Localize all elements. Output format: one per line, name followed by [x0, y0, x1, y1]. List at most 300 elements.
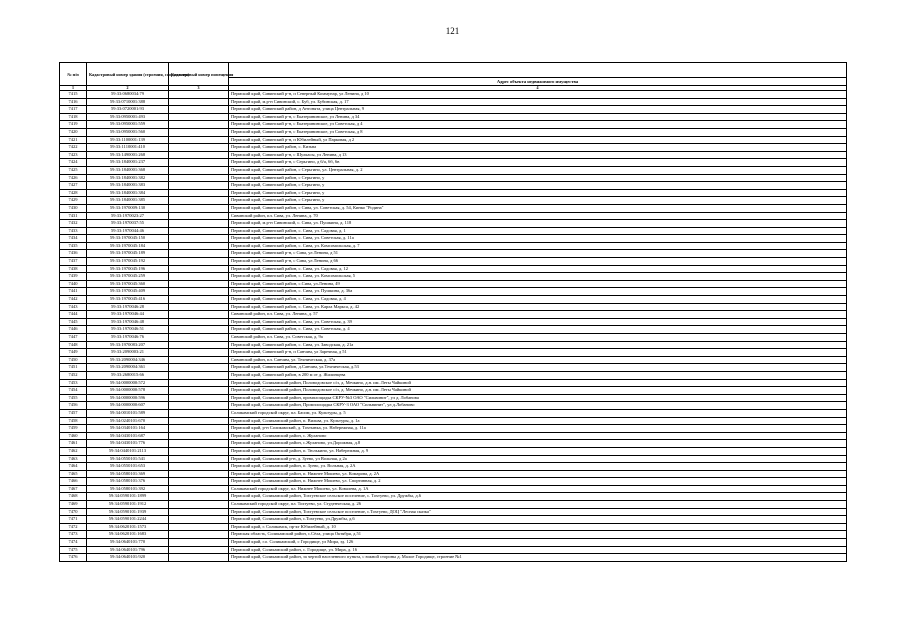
address-cell: Пермский край, Сивинский район, с. Сива, ул. Советская, д. 39: [229, 318, 847, 326]
row-number: 7450: [60, 356, 87, 364]
address-cell: Пермский край, Сивинский район, с Серьгино, у: [229, 174, 847, 182]
table-row: [60, 121, 847, 129]
row-number: 7467: [60, 485, 87, 493]
address-cell: Пермский край, р-н Соликамский, д. Тохтынка, ул. Набережная, д. 11а: [229, 425, 847, 433]
room-cadastral-number: [169, 463, 229, 471]
row-number: 7471: [60, 516, 87, 524]
cadastral-number: 59:33:1970045:360: [87, 280, 169, 288]
table-row: [60, 379, 847, 387]
row-number: 7476: [60, 554, 87, 562]
room-cadastral-number: [169, 349, 229, 357]
address-cell: Пермский край, Сивинский район, с. Сива, ул. Комсомольская, 5: [229, 273, 847, 281]
room-cadastral-number: [169, 554, 229, 562]
row-number: 7437: [60, 258, 87, 266]
address-cell: Пермский край, Сивинский р-н, с Екатерининское, ул Ленина, д 34: [229, 113, 847, 121]
address-cell: Пермский край, Сивинский р-н, п Юбилейный, ул Парковая, д 2: [229, 136, 847, 144]
table-row: [60, 539, 847, 547]
room-cadastral-number: [169, 318, 229, 326]
room-cadastral-number: [169, 493, 229, 501]
table-row: [60, 136, 847, 144]
table-row: [60, 220, 847, 228]
cadastral-number: 59:34:0550101:541: [87, 455, 169, 463]
room-cadastral-number: [169, 394, 229, 402]
row-number: 7460: [60, 432, 87, 440]
room-cadastral-number: [169, 402, 229, 410]
cadastral-number: 59:33:0720001:93: [87, 106, 169, 114]
address-cell: Пермский край, Сивинский р-н, с Екатерининское, ул Советская, д 4: [229, 121, 847, 129]
table-row: [60, 98, 847, 106]
table-row: [60, 166, 847, 174]
room-cadastral-number: [169, 417, 229, 425]
address-cell: Сивинский район, пл. Сива, ул. Ленина, д. 57: [229, 311, 847, 319]
row-number: 7434: [60, 235, 87, 243]
row-number: 7449: [60, 349, 87, 357]
room-cadastral-number: [169, 447, 229, 455]
room-cadastral-number: [169, 334, 229, 342]
table-row: [60, 516, 847, 524]
cadastral-number: 59:33:2090003:21: [87, 349, 169, 357]
room-cadastral-number: [169, 258, 229, 266]
cadastral-number: 59:33:0950001:493: [87, 113, 169, 121]
column-index: 1: [60, 86, 87, 91]
page-number: 121: [445, 26, 460, 36]
table-row: [60, 227, 847, 235]
cadastral-number: 59:34:0580101:376: [87, 478, 169, 486]
room-cadastral-number: [169, 265, 229, 273]
row-number: 7415: [60, 91, 87, 99]
room-cadastral-number: [169, 212, 229, 220]
room-cadastral-number: [169, 516, 229, 524]
row-number: 7416: [60, 98, 87, 106]
table-row: [60, 273, 847, 281]
room-cadastral-number: [169, 440, 229, 448]
row-number: 7427: [60, 182, 87, 190]
room-cadastral-number: [169, 546, 229, 554]
table-row: [60, 485, 847, 493]
table-row: [60, 394, 847, 402]
room-cadastral-number: [169, 235, 229, 243]
address-cell: Пермский край, Соликамский район, Промплощадка СКРУ-3 ОАО "Сильвинит", ул д.Лобаново: [229, 402, 847, 410]
row-number: 7462: [60, 447, 87, 455]
cadastral-number: 59:33:2090004:346: [87, 356, 169, 364]
cadastral-number: 59:33:0680034:79: [87, 91, 169, 99]
cadastral-number: 59:34:0590101:2244: [87, 516, 169, 524]
table-row: [60, 546, 847, 554]
table-row: [60, 144, 847, 152]
table-row: [60, 447, 847, 455]
address-cell: Пермский край, Соликамский р-н, д. Зуево, ул Вольная, д 2а: [229, 455, 847, 463]
table-row: [60, 296, 847, 304]
row-number: 7464: [60, 463, 87, 471]
table-row: [60, 174, 847, 182]
address-cell: Пермский край, Сивинский район, в 200 м от д. Жилинцева: [229, 371, 847, 379]
table-row: [60, 280, 847, 288]
table-row: [60, 258, 847, 266]
cadastral-number: 59:34:0580101:392: [87, 485, 169, 493]
table-row: [60, 242, 847, 250]
address-cell: Пермский край, Соликамский район, Половодовское с/п, д. Мечкино, д.н. им. Леты Чайкиной: [229, 379, 847, 387]
room-cadastral-number: [169, 303, 229, 311]
header-num: № п/п: [60, 63, 87, 86]
room-cadastral-number: [169, 364, 229, 372]
address-cell: Пермский край, Сивинский район, д Антонята, улица Центральная, 9: [229, 106, 847, 114]
address-cell: Пермский край, Сивинский р-н, п Санчим, ул Заречная, д 51: [229, 349, 847, 357]
row-number: 7425: [60, 166, 87, 174]
room-cadastral-number: [169, 220, 229, 228]
room-cadastral-number: [169, 341, 229, 349]
room-cadastral-number: [169, 189, 229, 197]
row-number: 7443: [60, 303, 87, 311]
room-cadastral-number: [169, 508, 229, 516]
table-row: [60, 182, 847, 190]
room-cadastral-number: [169, 136, 229, 144]
cadastral-number: 59:33:1970046:76: [87, 334, 169, 342]
cadastral-number: 59:34:0340101:164: [87, 425, 169, 433]
cadastral-number: 59:34:0590101:1912: [87, 501, 169, 509]
address-cell: Пермский край, Соликамский район, п. Нижнее Мошево, ул. Комарова, д. 2А: [229, 470, 847, 478]
table-row: [60, 113, 847, 121]
row-number: 7418: [60, 113, 87, 121]
row-number: 7440: [60, 280, 87, 288]
cadastral-number: 59:33:1970045:416: [87, 296, 169, 304]
row-number: 7429: [60, 197, 87, 205]
cadastral-number: 59:33:0950001:559: [87, 121, 169, 129]
room-cadastral-number: [169, 182, 229, 190]
table-row: [60, 409, 847, 417]
address-cell: Сивинский район, пл. Сива, ул. Ленина, д. 70: [229, 212, 847, 220]
address-cell: Пермский край, Соликамский район, с.Жуланово, ул.Дорожная, д.8: [229, 440, 847, 448]
table-row: [60, 106, 847, 114]
table-row: [60, 334, 847, 342]
table-row: [60, 371, 847, 379]
cadastral-number: 59:33:1970045:189: [87, 250, 169, 258]
address-cell: Пермский край, Сивинский район, с. Сива, ул. Заводская, д. 21а: [229, 341, 847, 349]
cadastral-number: 59:33:1970045:259: [87, 273, 169, 281]
room-cadastral-number: [169, 539, 229, 547]
room-cadastral-number: [169, 121, 229, 129]
cadastral-number: 59:34:0000000:572: [87, 379, 169, 387]
row-number: 7419: [60, 121, 87, 129]
room-cadastral-number: [169, 387, 229, 395]
row-number: 7465: [60, 470, 87, 478]
address-cell: Пермский край, г. Соликамск, пр-кт Юбилейный, д. 10: [229, 523, 847, 531]
address-cell: Пермский край, Сивинский район, с Серьгино, у: [229, 197, 847, 205]
table-row: [60, 463, 847, 471]
row-number: 7458: [60, 417, 87, 425]
row-number: 7420: [60, 128, 87, 136]
cadastral-number: 59:34:0430101:687: [87, 432, 169, 440]
cadastral-number: 59:33:1970045:192: [87, 258, 169, 266]
room-cadastral-number: [169, 280, 229, 288]
column-index: 4: [229, 86, 847, 91]
cadastral-number: 59:33:1970009:130: [87, 204, 169, 212]
table-row: [60, 91, 847, 99]
table-row: [60, 326, 847, 334]
cadastral-number: 59:34:0000000:607: [87, 402, 169, 410]
room-cadastral-number: [169, 296, 229, 304]
address-cell: Пермский край, Соликамский район, п. Тюлькино, ул. Набережная, д. 9: [229, 447, 847, 455]
room-cadastral-number: [169, 106, 229, 114]
address-cell: Пермский край, Сивинский район, с. Сива, ул. Советская, д. 11а: [229, 235, 847, 243]
row-number: 7436: [60, 250, 87, 258]
row-number: 7417: [60, 106, 87, 114]
address-cell: Пермская область, Соликамский район, с.Сёла, улица Октября, д.51: [229, 531, 847, 539]
row-number: 7472: [60, 523, 87, 531]
address-cell: Пермский край, Сивинский район, с. Кизьва: [229, 144, 847, 152]
cadastral-number: 59:33:2680015:66: [87, 371, 169, 379]
cadastral-number: 59:33:1110001:410: [87, 144, 169, 152]
row-number: 7469: [60, 501, 87, 509]
header-address-spacer: [229, 63, 847, 78]
room-cadastral-number: [169, 432, 229, 440]
row-number: 7463: [60, 455, 87, 463]
row-number: 7432: [60, 220, 87, 228]
registry-table: [59, 62, 847, 562]
cadastral-number: 59:33:1970083:207: [87, 341, 169, 349]
table-row: [60, 554, 847, 562]
cadastral-number: 59:34:0000000:596: [87, 394, 169, 402]
room-cadastral-number: [169, 204, 229, 212]
cadastral-number: 59:34:0640101:770: [87, 539, 169, 547]
table-row: [60, 531, 847, 539]
address-cell: Пермский край, Сивинский р-н, п Северный Коммунар, ул Ленина, д 10: [229, 91, 847, 99]
cadastral-number: 59:33:1970044:46: [87, 227, 169, 235]
room-cadastral-number: [169, 531, 229, 539]
row-number: 7442: [60, 296, 87, 304]
cadastral-number: 59:33:1100001:139: [87, 136, 169, 144]
row-number: 7453: [60, 379, 87, 387]
address-cell: Пермский край, Соликамский район, п. Нижнее Мошево, ул. Спортивная, д. 2: [229, 478, 847, 486]
cadastral-number: 59:33:1490001:268: [87, 151, 169, 159]
row-number: 7426: [60, 174, 87, 182]
room-cadastral-number: [169, 501, 229, 509]
row-number: 7447: [60, 334, 87, 342]
room-cadastral-number: [169, 478, 229, 486]
cadastral-number: 59:34:0640101:920: [87, 554, 169, 562]
cadastral-number: 59:34:0620101:1683: [87, 531, 169, 539]
address-cell: Пермский край, Соликамский район, п. Вильва, ул. Культуры, д. 1а: [229, 417, 847, 425]
room-cadastral-number: [169, 288, 229, 296]
address-cell: Пермский край, Сивинский район, с.Сива, ул.Ленина, 49: [229, 280, 847, 288]
cadastral-number: 59:33:1840001:383: [87, 182, 169, 190]
address-cell: Пермский край, м.р-н Сивинский, с. Сива, ул. Пушкина, д. 118: [229, 220, 847, 228]
row-number: 7446: [60, 326, 87, 334]
cadastral-number: 59:33:1840001:385: [87, 197, 169, 205]
row-number: 7457: [60, 409, 87, 417]
row-number: 7448: [60, 341, 87, 349]
row-number: 7461: [60, 440, 87, 448]
row-number: 7455: [60, 394, 87, 402]
cadastral-number: 59:34:0550101:653: [87, 463, 169, 471]
table-row: [60, 508, 847, 516]
address-cell: Соликамский городской округ, пл. Нижнее Мошево, ул. Ковалева, д. 1А: [229, 485, 847, 493]
address-cell: Пермский край, г.о. Соликамский, с Городище, ул Мира, зд. 126: [229, 539, 847, 547]
room-cadastral-number: [169, 128, 229, 136]
row-number: 7421: [60, 136, 87, 144]
cadastral-number: 59:33:1840001:382: [87, 174, 169, 182]
address-cell: Пермский край, Сивинский р-н, с Сива, ул Ленина, д 66: [229, 258, 847, 266]
row-number: 7439: [60, 273, 87, 281]
row-number: 7459: [60, 425, 87, 433]
address-cell: Пермский край, Соликамский район, за чертой населенного пункта, с южной стороны д. Малое Городище, строение №1: [229, 554, 847, 562]
room-cadastral-number: [169, 242, 229, 250]
cadastral-number: 59:33:1970045:150: [87, 235, 169, 243]
room-cadastral-number: [169, 326, 229, 334]
address-cell: Пермский край, Сивинский р-н, с Сива, ул Ленина, д 51: [229, 250, 847, 258]
cadastral-number: 59:34:0440101:2113: [87, 447, 169, 455]
address-cell: Пермский край, Сивинский район, с. Сива, ул. Советская, д. 4: [229, 326, 847, 334]
room-cadastral-number: [169, 159, 229, 167]
address-cell: Пермский край, Соликамский район, п. Зуево, ул. Вольная, д. 2А: [229, 463, 847, 471]
cadastral-number: 59:33:1970045:196: [87, 265, 169, 273]
cadastral-number: 59:33:1840001:237: [87, 159, 169, 167]
table-row: [60, 432, 847, 440]
cadastral-number: 59:33:0710001:388: [87, 98, 169, 106]
room-cadastral-number: [169, 197, 229, 205]
table-row: [60, 197, 847, 205]
address-cell: Пермский край, Соликамский район, с. Городище, ул. Мира, д. 16: [229, 546, 847, 554]
table-row: [60, 523, 847, 531]
row-number: 7441: [60, 288, 87, 296]
cadastral-number: 59:34:0240101:670: [87, 417, 169, 425]
address-cell: Пермский край, Сивинский район, с. Сива, ул. Садовая, д. 1: [229, 227, 847, 235]
address-cell: Пермский край, Сивинский р-н, с Серьгино, д 6/а, 6б, 6в: [229, 159, 847, 167]
row-number: 7428: [60, 189, 87, 197]
row-number: 7438: [60, 265, 87, 273]
table-row: [60, 501, 847, 509]
cadastral-number: 59:34:0590101:1939: [87, 508, 169, 516]
room-cadastral-number: [169, 98, 229, 106]
row-number: 7445: [60, 318, 87, 326]
column-index: 3: [169, 86, 229, 91]
cadastral-number: 59:34:0580101:369: [87, 470, 169, 478]
table-row: [60, 288, 847, 296]
cadastral-number: 59:34:0590101:1899: [87, 493, 169, 501]
row-number: 7423: [60, 151, 87, 159]
address-cell: Соликамский городской округ, пл. Басим, ул. Культуры, д. 5: [229, 409, 847, 417]
room-cadastral-number: [169, 174, 229, 182]
cadastral-number: 59:33:1970045:409: [87, 288, 169, 296]
row-number: 7468: [60, 493, 87, 501]
table-row: [60, 455, 847, 463]
row-number: 7474: [60, 539, 87, 547]
row-number: 7424: [60, 159, 87, 167]
cadastral-number: 59:34:0430101:776: [87, 440, 169, 448]
cadastral-number: 59:34:0010101:589: [87, 409, 169, 417]
row-number: 7435: [60, 242, 87, 250]
cadastral-number: 59:33:1970046:44: [87, 311, 169, 319]
address-cell: Соликамский городской округ, пл. Тохтуево, ул. Студенческая, д. 26: [229, 501, 847, 509]
address-cell: Пермский край, Сивинский район, с Сива, ул. Советская, д. 54, Кинко "Родина": [229, 204, 847, 212]
header-cad-building: Кадастровый номер здания (строения, сооружения): [87, 63, 169, 86]
room-cadastral-number: [169, 371, 229, 379]
table-row: [60, 189, 847, 197]
cadastral-number: 59:33:1970023:27: [87, 212, 169, 220]
room-cadastral-number: [169, 227, 229, 235]
cadastral-number: 59:34:0000000:578: [87, 387, 169, 395]
table-row: [60, 341, 847, 349]
table-row: [60, 265, 847, 273]
table-row: [60, 356, 847, 364]
address-cell: Пермский край, Сивинский район, д.Санчим, ул.Техническая, д.53: [229, 364, 847, 372]
header-address: Адрес объекта недвижимого имущества: [229, 78, 847, 86]
room-cadastral-number: [169, 470, 229, 478]
cadastral-number: 59:33:1970046:48: [87, 318, 169, 326]
cadastral-number: 59:34:0640101:796: [87, 546, 169, 554]
cadastral-number: 59:33:1970046:51: [87, 326, 169, 334]
row-number: 7451: [60, 364, 87, 372]
cadastral-number: 59:34:0620101:1573: [87, 523, 169, 531]
room-cadastral-number: [169, 144, 229, 152]
cadastral-number: 59:33:1840001:368: [87, 166, 169, 174]
address-cell: Сивинский район, пл. Санчим, ул. Техническая, д. 37а: [229, 356, 847, 364]
address-cell: Пермский край, Сивинский район, с. Сива, ул. Садовая, д. 12: [229, 265, 847, 273]
address-cell: Пермский край, Соликамский район, с. Жуланово: [229, 432, 847, 440]
row-number: 7430: [60, 204, 87, 212]
address-cell: Пермский край, Соликамский район, с.Тохтуево, ул.Дружбы, д.6: [229, 516, 847, 524]
table-row: [60, 493, 847, 501]
row-number: 7473: [60, 531, 87, 539]
table-row: [60, 402, 847, 410]
cadastral-number: 59:33:2090004:361: [87, 364, 169, 372]
table-row: [60, 235, 847, 243]
address-cell: Пермский край, Сивинский район, с. Сива, ул. Садовая, д. 4: [229, 296, 847, 304]
address-cell: Пермский край, Сивинский район, с Серьгино, у: [229, 182, 847, 190]
header-cad-room: Кадастровый номер помещения: [169, 63, 229, 86]
table-row: [60, 151, 847, 159]
room-cadastral-number: [169, 250, 229, 258]
table-row: [60, 364, 847, 372]
room-cadastral-number: [169, 166, 229, 174]
row-number: 7422: [60, 144, 87, 152]
row-number: 7466: [60, 478, 87, 486]
cadastral-number: 59:33:1970046:28: [87, 303, 169, 311]
row-number: 7475: [60, 546, 87, 554]
room-cadastral-number: [169, 356, 229, 364]
table-row: [60, 440, 847, 448]
table-row: [60, 349, 847, 357]
room-cadastral-number: [169, 485, 229, 493]
table-row: [60, 425, 847, 433]
cadastral-number: 59:33:1970045:184: [87, 242, 169, 250]
address-cell: Пермский край, Сивинский район, с. Сива, ул. Комсомольская, д. 7: [229, 242, 847, 250]
cadastral-number: 59:33:0950001:560: [87, 128, 169, 136]
address-cell: Пермский край, Сивинский р-н, с Екатерининское, ул Советская, д 8: [229, 128, 847, 136]
table-row: [60, 250, 847, 258]
room-cadastral-number: [169, 91, 229, 99]
table-row: [60, 128, 847, 136]
table-body: [60, 91, 847, 562]
room-cadastral-number: [169, 455, 229, 463]
room-cadastral-number: [169, 425, 229, 433]
table-row: [60, 303, 847, 311]
table-row: [60, 387, 847, 395]
address-cell: Пермский край, Соликамский район, Тохтуевское сельское поселение, с.Тохтуево, ДОЦ "Лесная сказка": [229, 508, 847, 516]
row-number: 7452: [60, 371, 87, 379]
address-cell: Пермский край, м.р-н Сивинский, с. Буб, ул. Бубинская, д. 17: [229, 98, 847, 106]
address-cell: Пермский край, Соликамский район, Тохтуевское сельское поселение, с. Тохтуево, ул. Дружбы, д.6: [229, 493, 847, 501]
room-cadastral-number: [169, 151, 229, 159]
address-cell: Пермский край, Сивинский район, с. Сива, ул. Пушкина, д. 36а: [229, 288, 847, 296]
table-row: [60, 478, 847, 486]
room-cadastral-number: [169, 379, 229, 387]
address-cell: Пермский край, Сивинский район, с Серьгино, ул. Центральная, д. 2: [229, 166, 847, 174]
row-number: 7456: [60, 402, 87, 410]
room-cadastral-number: [169, 311, 229, 319]
address-cell: Пермский край, Соликамский район, промплощадка СКРУ-№3 ОАО "Сильвинит", ул д. Лобанова: [229, 394, 847, 402]
table-row: [60, 470, 847, 478]
room-cadastral-number: [169, 273, 229, 281]
